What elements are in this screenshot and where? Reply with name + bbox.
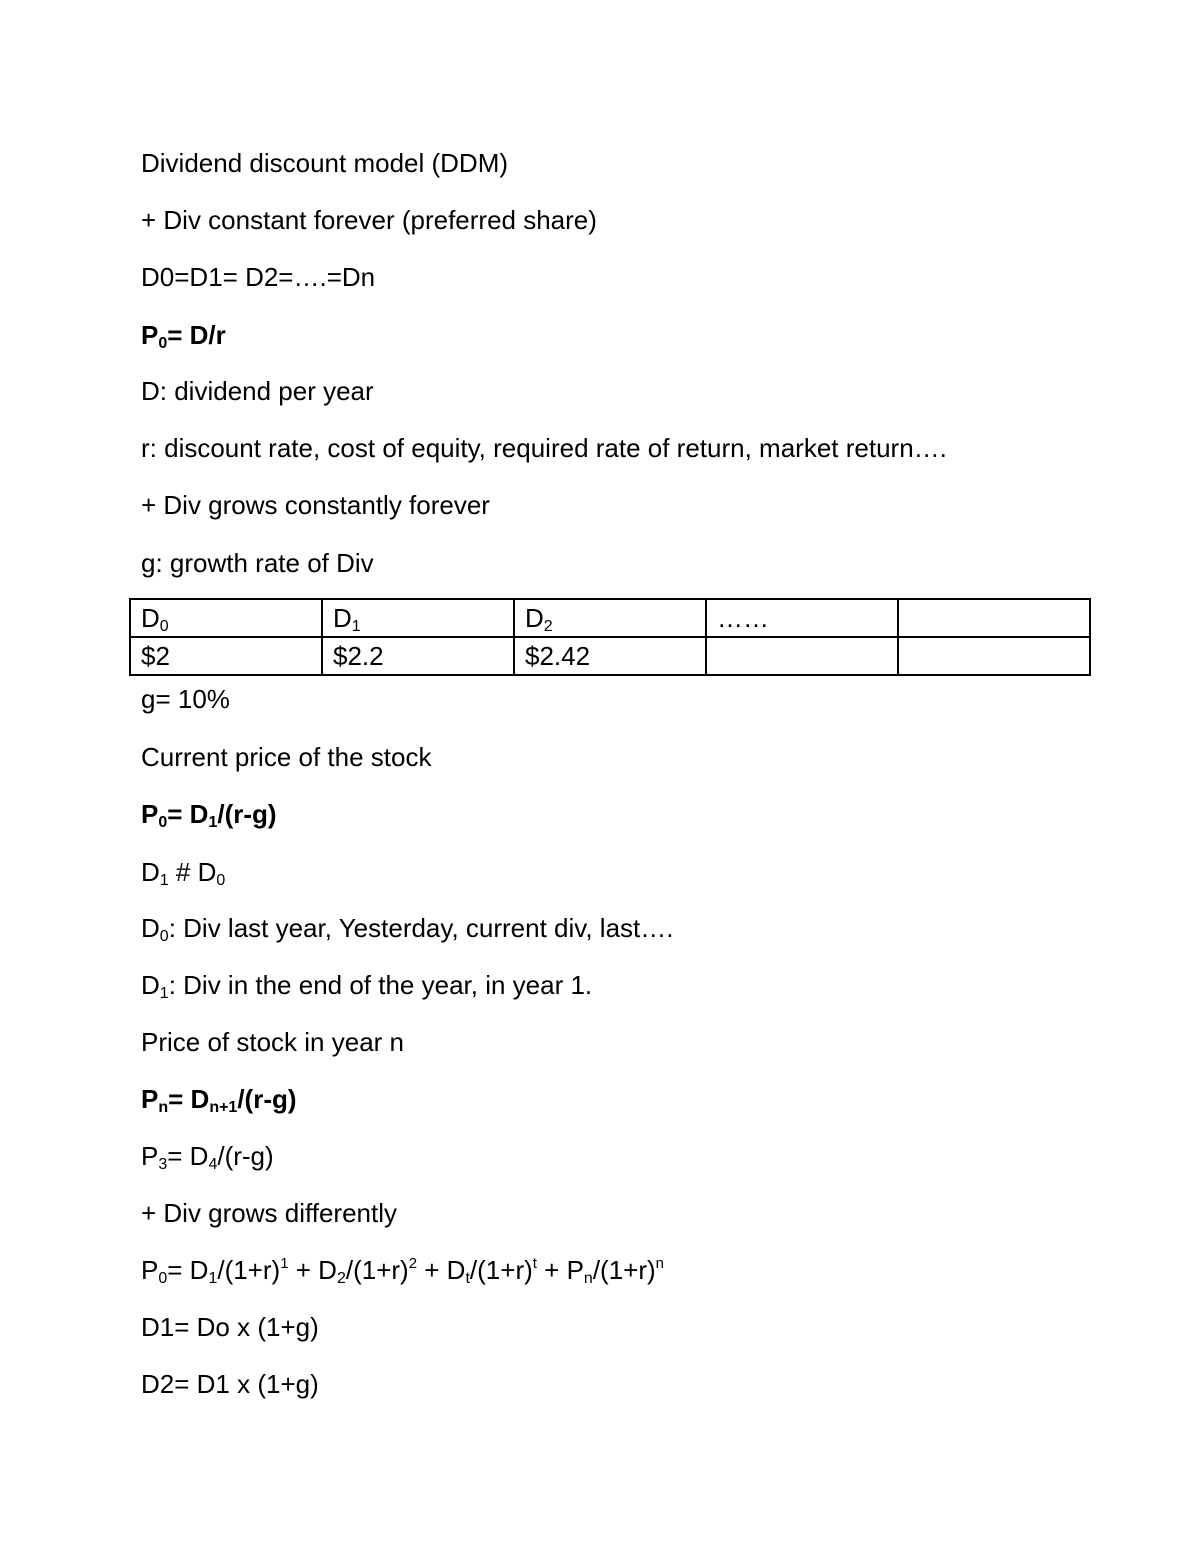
formula-multistage: $P_0= D_1/(1+r)^1 + D_2/(1+r)^2 + D_t/(1+r)^t + P_n/(1+r)^n$ bbox=[141, 1255, 665, 1287]
case-constant-growth: + Div grows constantly forever bbox=[141, 490, 490, 520]
table-row bbox=[130, 599, 1090, 637]
table-cell-value bbox=[706, 637, 898, 675]
table-cell-empty bbox=[898, 599, 1090, 637]
table-cell-value bbox=[898, 637, 1090, 675]
definition-d1: $D_1$: Div in the end of the year, in year 1. bbox=[141, 970, 593, 1002]
dividend-table bbox=[129, 598, 1091, 676]
case-different-growth: + Div grows differently bbox=[141, 1198, 398, 1228]
definition-g: g: growth rate of Div bbox=[141, 548, 374, 578]
table-cell-value: $2 bbox=[130, 637, 322, 675]
d1-not-equal-d0: $D_1$ # $D_0$ bbox=[141, 857, 226, 889]
formula-gordon: $P_0= D_1/(r-g)$ bbox=[141, 799, 277, 831]
price-year-n-heading: Price of stock in year n bbox=[141, 1027, 404, 1057]
case-constant-dividend: + Div constant forever (preferred share) bbox=[141, 205, 597, 235]
formula-p3: $P_3= D_4/(r-g)$ bbox=[141, 1141, 274, 1173]
formula-p0-constant: $P_0= D/r$ bbox=[141, 320, 226, 352]
formula-pn: $P_n= D_{n+1}/(r-g)$ bbox=[141, 1084, 297, 1116]
definition-d0: $D_0$: Div last year, Yesterday, current div, last…. bbox=[141, 913, 674, 945]
document-title: Dividend discount model (DDM) bbox=[141, 148, 509, 178]
table-cell-d2: $D_2$ bbox=[514, 599, 706, 637]
formula-d1-growth: D1= Do x (1+g) bbox=[141, 1312, 319, 1342]
equal-dividends-chain: D0=D1= D2=….=Dn bbox=[141, 262, 376, 292]
current-price-heading: Current price of the stock bbox=[141, 742, 432, 772]
growth-rate-value: g= 10% bbox=[141, 684, 230, 714]
table-cell-d0: $D_0$ bbox=[130, 599, 322, 637]
definition-d: D: dividend per year bbox=[141, 376, 374, 406]
table-row bbox=[130, 637, 1090, 675]
table-cell-d1: $D_1$ bbox=[322, 599, 514, 637]
table-cell-value: $2.2 bbox=[322, 637, 514, 675]
table-cell-ellipsis: …… bbox=[706, 599, 898, 637]
formula-d2-growth: D2= D1 x (1+g) bbox=[141, 1369, 319, 1399]
table-cell-value: $2.42 bbox=[514, 637, 706, 675]
definition-r: r: discount rate, cost of equity, required rate of return, market return…. bbox=[141, 433, 947, 463]
